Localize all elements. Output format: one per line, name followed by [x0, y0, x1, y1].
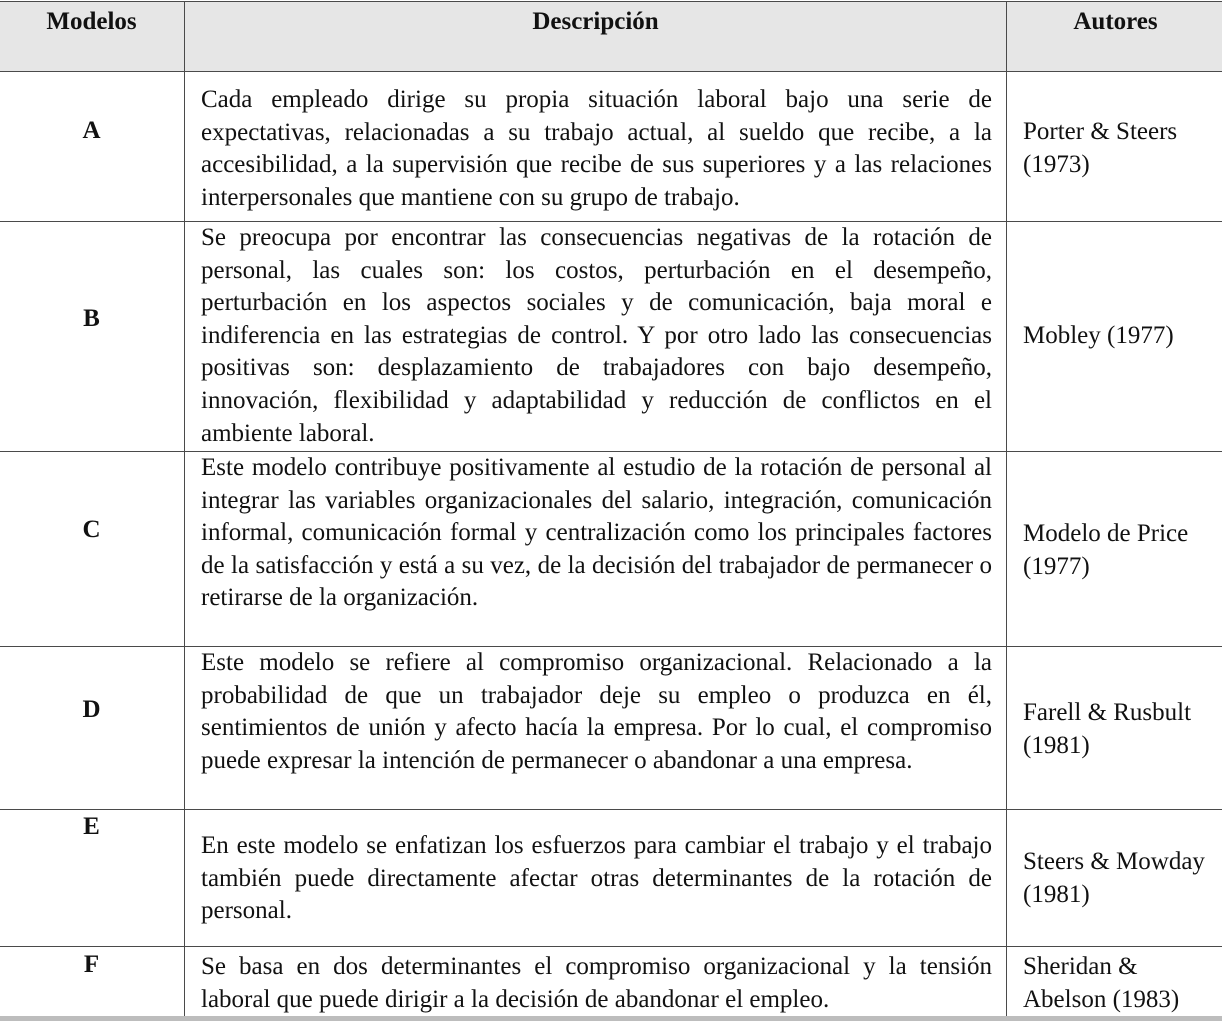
model-authors: Steers & Mowday (1981)	[1007, 810, 1222, 947]
model-authors: Modelo de Price (1977)	[1007, 452, 1222, 647]
models-table	[0, 1, 1222, 1017]
model-label: E	[0, 810, 185, 947]
table-row	[0, 647, 1222, 810]
table-row	[0, 810, 1222, 947]
model-label: A	[0, 72, 185, 222]
table-row	[0, 72, 1222, 222]
model-authors: Sheridan & Abelson (1983)	[1007, 947, 1222, 1017]
table-row	[0, 222, 1222, 452]
model-description: En este modelo se enfatizan los esfuerzos para cambiar el trabajo y el trabajo también puede directamente afectar otras determinantes de la rotación de personal.	[185, 810, 1007, 947]
header-descripcion: Descripción	[185, 2, 1007, 72]
model-description: Este modelo contribuye positivamente al estudio de la rotación de personal al integrar las variables organizacionales del salario, integración, comunicación informal, comunicación formal y centralización como los principales factores de la satisfacción y está a su vez, de la decisión del trabajador de permanecer o retirarse de la organización.	[185, 452, 1007, 647]
header-autores: Autores	[1007, 2, 1222, 72]
table-header-row	[0, 2, 1222, 72]
model-label: B	[0, 222, 185, 452]
model-label: C	[0, 452, 185, 647]
model-authors: Mobley (1977)	[1007, 222, 1222, 452]
model-description: Se basa en dos determinantes el compromiso organizacional y la tensión laboral que puede dirigir a la decisión de abandonar el empleo.	[185, 947, 1007, 1017]
header-modelos: Modelos	[0, 2, 185, 72]
model-authors: Farell & Rusbult (1981)	[1007, 647, 1222, 810]
model-description: Se preocupa por encontrar las consecuencias negativas de la rotación de personal, las cuales son: los costos, perturbación en el desempeño, perturbación en los aspectos sociales y de comunicación, baja moral e indiferencia en las estrategias de control. Y por otro lado las consecuencias positivas son: desplazamiento de trabajadores con bajo desempeño, innovación, flexibilidad y adaptabilidad y reducción de conflictos en el ambiente laboral.	[185, 222, 1007, 452]
model-description: Cada empleado dirige su propia situación laboral bajo una serie de expectativas, relacionadas a su trabajo actual, al sueldo que recibe, a la accesibilidad, a la supervisión que recibe de sus superiores y a las relaciones interpersonales que mantiene con su grupo de trabajo.	[185, 72, 1007, 222]
page-bottom-rule	[0, 1016, 1222, 1021]
model-label: D	[0, 647, 185, 810]
model-label: F	[0, 947, 185, 1017]
table-row	[0, 452, 1222, 647]
table-row	[0, 947, 1222, 1017]
model-description: Este modelo se refiere al compromiso organizacional. Relacionado a la probabilidad de que un trabajador deje su empleo o produzca en él, sentimientos de unión y afecto hacía la empresa. Por lo cual, el compromiso puede expresar la intención de permanecer o abandonar a una empresa.	[185, 647, 1007, 810]
model-authors: Porter & Steers (1973)	[1007, 72, 1222, 222]
